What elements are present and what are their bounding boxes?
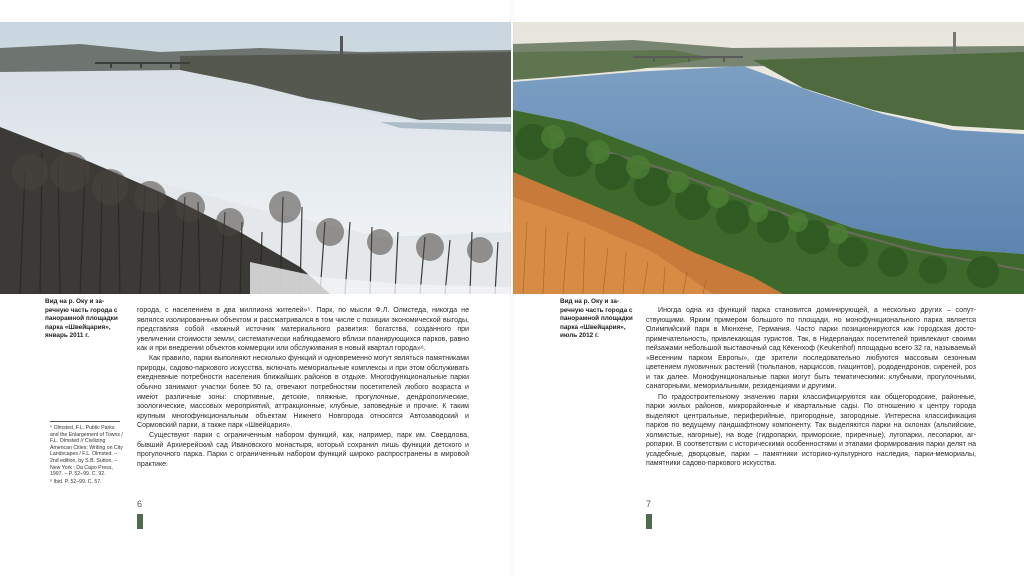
paragraph: Существуют парки с ограниченным набором функций, как, например, парк им. Свердлова, бывший Архиерейский сад Ивановского монастыря, который сохранил лишь функции детского и прогулочного парка. Парки с ограниченным набором функций широко распространены в мировой практике. (137, 432, 469, 468)
paragraph: города, с населением в два миллиона жителей»⁵. Парк, по мысли Ф.Л. Олмстеда, никогда не являлся изолированным объектом и рассматривался в том числе с позиции экономической выгоды, представляя собой «важный источник материального развития: богатства, созданного при увеличении стоимости земли, систематически наблюдаемого вблизи планирующихся парков, равно как и при внедрении объектов коммерции или обслуживания в новый квартал города»⁶. (137, 307, 469, 353)
photo-caption-left: Вид на р. Оку и заречную часть города с панорамной площадки парка «Швейцария», январь 2011 г. (45, 298, 118, 340)
footnote-6: ⁶ Ibid. P. 52–99. С. 57. (50, 479, 102, 486)
page-marker-left (137, 514, 143, 529)
book-gutter (510, 0, 514, 576)
paragraph: Иногда одна из функций парка становится доминирующей, а несколько других – сопутствующими. Ярким примером большого по площади, но монофункционального парка является Олимпийский парк в Мюнхене, Германия. Часто парки позиционируются как городская достопримечательность, привлекающая туристов. Так, в Нидерландах посетителей привлекают своими пейзажами небольшой выставочный сад Кёкенхоф (Keukenhof) площадью всего 32 га, называемый «Весенним парком Европы», где зрители последовательно любуются массовым сезонным цветением луковичных растений (тюльпанов, нарциссов, гиацинтов), рододендронов, сиреней, роз и так далее. Монофункциональные парки могут быть тематическими: клубными, прогулочными, санаторными, мемориальными, резиденциями и другими. (646, 307, 976, 391)
footnote-5: ⁵ Olmsted, F.L. Public Parks and the Enlargement of Towns / F.L. Olmsted // Civilizing American Cities: Writing on City Landscapes / F.L. Olmsted. – 2nd edition, by S.B. Sutton. – New York : Da Capo Press, 1997. – P. 52–99. С. 92. (50, 425, 123, 478)
winter-river-photo (0, 22, 511, 294)
footnote-divider (50, 421, 120, 422)
footnotes (50, 425, 124, 487)
body-text-right (646, 306, 976, 469)
page-marker-right (646, 514, 652, 529)
paragraph: Как правило, парки выполняют несколько функций и одновременно могут являться памятниками природы, садово-паркового искусства, включать мемориальные комплексы и при этом обслуживать ежедневные потребности населения ближайших районов в отдыхе. Многофункциональные парки обычно занимают участки более 50 га, отвечают потребностям посетителей любого возраста и имеют различные зоны: спортивные, детские, пляжные, прогулочные, дендрологические, зоологические, массовых мероприятий, аттракционные, клубные, заповедные и прочие. К таким крупным многофункциональным объектам Нижнего Новгорода относятся Автозаводский и Сормовский парки, а также парк «Швейцария». (137, 355, 469, 430)
page-number-left: 6 (137, 499, 143, 509)
body-text-left (137, 306, 469, 470)
paragraph: По градостроительному значению парки классифицируются как общегородские, районные, парки жилых районов, микрорайонные и квартальные сады. По отношению к центру города выделяют центральные, периферийные, пригородные, загородные. Интересна классификация парков по ведущему ландшафтному компоненту. Так выделяются парки на склонах (альпийские, холмистые, нагорные), на воде (гидропарки, приморские, приречные), лугопарки, лесопарки, агропарки. В соответствии с историческими особенностями и этапами формирования парки делят на усадебные, дворцовые, парки – памятники историко-культурного наследия, парки-мемориалы, памятники садово-паркового искусства. (646, 393, 976, 468)
page-number-right: 7 (646, 499, 652, 509)
photo-caption-right: Вид на р. Оку и заречную часть города с панорамной площадки парка «Швейцария», июль 2012 г. (560, 298, 633, 340)
summer-river-photo (513, 22, 1024, 294)
